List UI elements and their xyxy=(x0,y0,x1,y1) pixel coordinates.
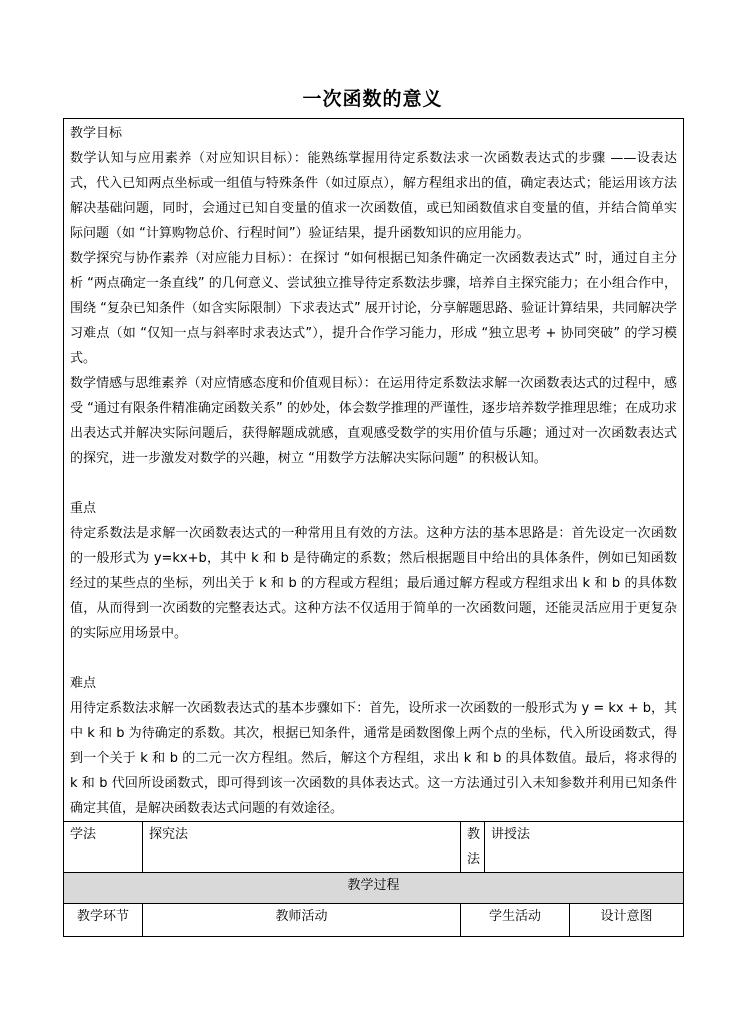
difficulties-heading: 难点 xyxy=(70,676,97,691)
methods-row xyxy=(64,822,684,873)
spacer xyxy=(70,646,677,671)
study-method-label: 学法 xyxy=(64,822,143,873)
teach-method-label: 教法 xyxy=(461,822,485,873)
process-columns-row xyxy=(64,904,684,937)
column-header-student-activity: 学生活动 xyxy=(461,904,570,937)
teach-method-value: 讲授法 xyxy=(485,822,684,873)
document-title: 一次函数的意义 xyxy=(302,88,443,110)
column-header-design-intent: 设计意图 xyxy=(570,904,684,937)
study-method-value: 探究法 xyxy=(143,822,461,873)
key-points-heading: 重点 xyxy=(70,501,97,516)
key-points-text: 待定系数法是求解一次函数表达式的一种常用且有效的方法。这种方法的基本思路是：首先设定一次函数的一般形式为 y=kx+b，其中 k 和 b 是待确定的系数；然后根据题目中给出的具体条件，例如已知函数经过的某些点的坐标，列出关于 k 和 b 的方程或方程组；最后通过解方程或方程组求出 k 和 b 的具体数值，从而得到一次函数的完整表达式。这种方法不仅适用于简单的一次函数问题，还能灵活应用于更复杂的实际应用场景中。 xyxy=(70,526,678,641)
objective-exploration: 数学探究与协作素养（对应能力目标）：在探讨 “如何根据已知条件确定一次函数表达式” 时，通过自主分析 “两点确定一条直线” 的几何意义、尝试独立推导待定系数法步骤，培养自主探究能力；在小组合作中，围绕 “复杂已知条件（如含实际限制）下求表达式” 展开讨论，分享解题思路、验证计算结果，共同解决学习难点（如 “仅知一点与斜率时求表达式”），提升合作学习能力，形成 “独立思考 + 协同突破” 的学习模式。 xyxy=(70,251,678,366)
content-cell xyxy=(64,119,684,822)
lesson-plan-table xyxy=(63,118,684,937)
content-row xyxy=(64,119,684,822)
process-heading: 教学过程 xyxy=(64,873,684,904)
objective-cognition: 数学认知与应用素养（对应知识目标）：能熟练掌握用待定系数法求一次函数表达式的步骤 ——设表达式，代入已知两点坐标或一组值与特殊条件（如过原点），解方程组求出的值，确定表达式；能运用该方法解决基础问题，同时，会通过已知自变量的值求一次函数值，或已知函数值求自变量的值，并结合简单实际问题（如 “计算购物总价、行程时间”）验证结果，提升函数知识的应用能力。 xyxy=(70,151,678,241)
objectives-heading: 教学目标 xyxy=(70,126,123,141)
column-header-teacher-activity: 教师活动 xyxy=(143,904,461,937)
process-heading-row xyxy=(64,873,684,904)
objective-emotion: 数学情感与思维素养（对应情感态度和价值观目标）：在运用待定系数法求解一次函数表达式的过程中，感受 “通过有限条件精准确定函数关系” 的妙处，体会数学推理的严谨性，逐步培养数学推理思维；在成功求出表达式并解决实际问题后，获得解题成就感，直观感受数学的实用价值与乐趣；通过对一次函数表达式的探究，进一步激发对数学的兴趣，树立 “用数学方法解决实际问题” 的积极认知。 xyxy=(70,376,678,466)
difficulties-text: 用待定系数法求解一次函数表达式的基本步骤如下：首先，设所求一次函数的一般形式为 y = kx + b，其中 k 和 b 为待确定的系数。其次，根据已知条件，通常是函数图像上两个点的坐标，代入所设函数式，得到一个关于 k 和 b 的二元一次方程组。然后，解这个方程组，求出 k 和 b 的具体数值。最后，将求得的 k 和 b 代回所设函数式，即可得到该一次函数的具体表达式。这一方法通过引入未知参数并利用已知条件确定其值，是解决函数表达式问题的有效途径。 xyxy=(70,701,678,816)
column-header-stage: 教学环节 xyxy=(64,904,143,937)
spacer xyxy=(70,471,677,496)
